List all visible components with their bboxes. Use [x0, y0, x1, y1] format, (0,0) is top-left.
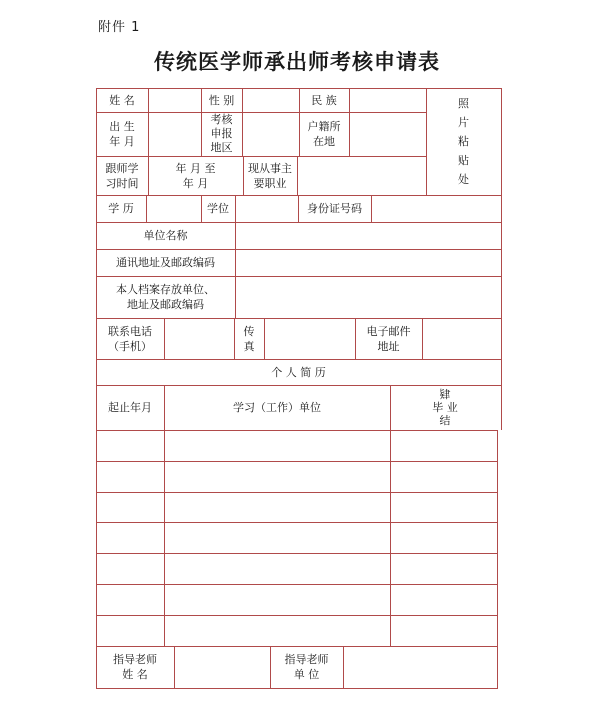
phone-field[interactable] — [165, 319, 233, 358]
degree-field[interactable] — [236, 196, 297, 221]
resume-row[interactable] — [97, 431, 497, 460]
photo-placeholder: 照 片 粘 贴 处 — [458, 97, 469, 186]
household-label: 户籍所 在地 — [307, 120, 341, 148]
resume-row[interactable] — [97, 616, 497, 645]
fax-field[interactable] — [265, 319, 354, 358]
resume-row[interactable] — [97, 585, 497, 614]
attachment-label: 附件 1 — [98, 20, 141, 35]
archive-field[interactable] — [236, 277, 500, 317]
study-period-label: 年 月 至 年 月 — [175, 161, 216, 190]
mentor-name-label: 指导老师 姓 名 — [113, 653, 157, 681]
resume-row[interactable] — [97, 493, 497, 521]
education-label: 学 历 — [108, 202, 134, 215]
id-number-field[interactable] — [372, 196, 500, 221]
mentor-unit-field[interactable] — [344, 647, 496, 687]
name-label: 姓 名 — [109, 93, 135, 107]
birth-label: 出 生 年 月 — [109, 120, 135, 148]
address-label: 通讯地址及邮政编码 — [116, 256, 215, 269]
resume-row[interactable] — [97, 554, 497, 583]
name-field[interactable] — [149, 89, 200, 111]
resume-row[interactable] — [97, 523, 497, 552]
exam-region-field[interactable] — [243, 113, 298, 155]
ethnicity-field[interactable] — [350, 89, 425, 111]
email-label: 电子邮件 地址 — [366, 324, 411, 353]
mentor-name-field[interactable] — [175, 647, 269, 687]
page-title: 传统医学师承出师考核申请表 — [154, 49, 440, 74]
org-name-label: 单位名称 — [143, 229, 188, 242]
phone-label: 联系电话 （手机） — [108, 324, 152, 353]
degree-label: 学位 — [207, 202, 229, 215]
apprentice-time-label: 跟师学 习时间 — [105, 161, 139, 190]
resume-section-title: 个 人 简 历 — [271, 365, 326, 379]
gender-field[interactable] — [243, 89, 298, 111]
exam-region-label: 考核 申报 地区 — [210, 113, 233, 154]
email-field[interactable] — [423, 319, 500, 358]
org-name-field[interactable] — [236, 223, 500, 248]
resume-unit-header: 学习（工作）单位 — [233, 401, 321, 414]
household-field[interactable] — [350, 113, 425, 155]
education-field[interactable] — [147, 196, 200, 221]
birth-field[interactable] — [149, 113, 200, 155]
archive-label: 本人档案存放单位、 地址及邮政编码 — [116, 283, 215, 311]
resume-period-header: 起止年月 — [108, 401, 152, 414]
address-field[interactable] — [236, 250, 500, 275]
occupation-field[interactable] — [298, 157, 425, 194]
resume-graduation-header: 肄 毕 业 结 — [432, 388, 458, 427]
ethnicity-label: 民 族 — [311, 93, 337, 107]
id-number-label: 身份证号码 — [307, 202, 362, 215]
mentor-unit-label: 指导老师 单 位 — [284, 653, 329, 681]
occupation-label: 现从事主 要职业 — [248, 161, 292, 190]
gender-label: 性 别 — [208, 93, 235, 107]
resume-row[interactable] — [97, 462, 497, 491]
fax-label: 传 真 — [243, 324, 255, 353]
